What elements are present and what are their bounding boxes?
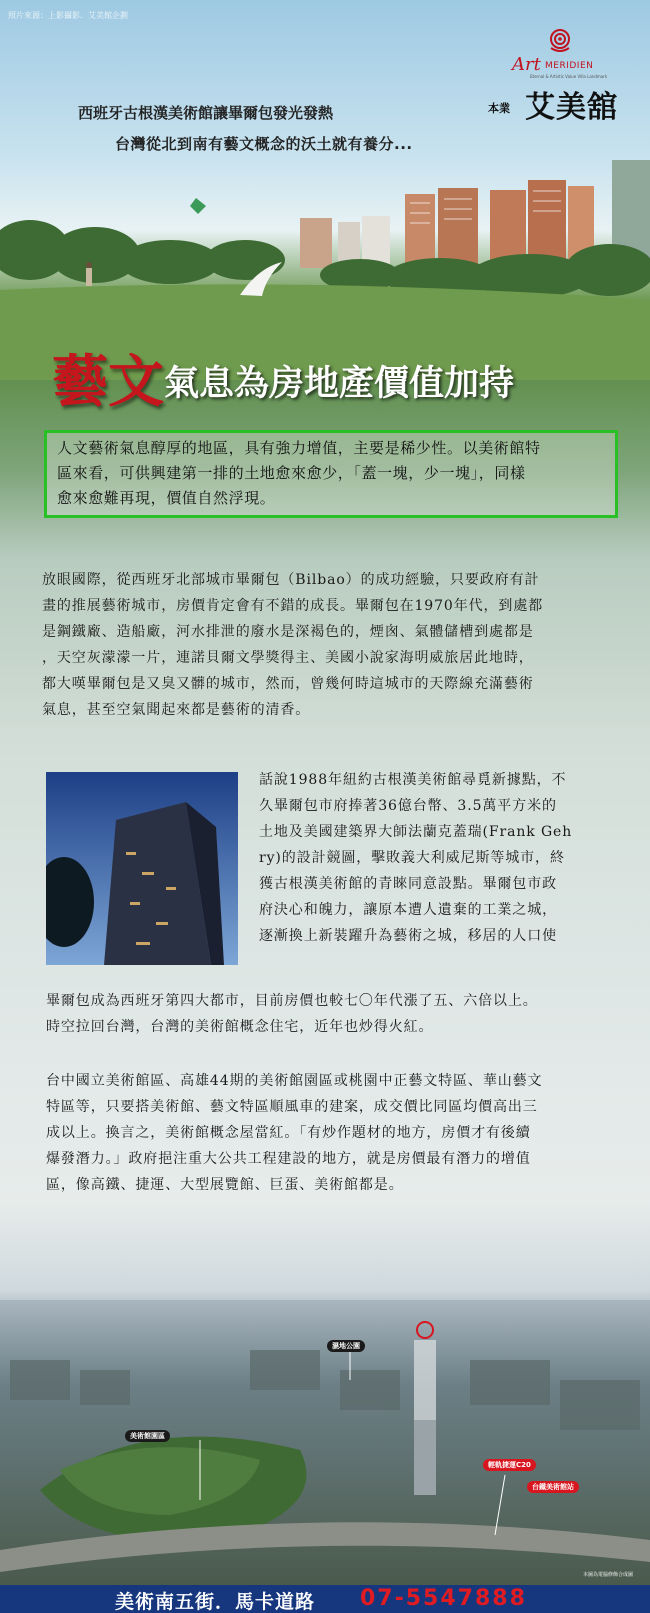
paragraph-line: 土地及美國建築界大師法蘭克蓋瑞(Frank Geh <box>259 824 573 840</box>
aerial-city-photo <box>0 1300 650 1585</box>
logo-brand-name: 艾美舘 <box>525 90 618 125</box>
logo-art-text: Art <box>512 54 541 75</box>
paragraph-line: 放眼國際，從西班牙北部城市畢爾包（Bilbao）的成功經驗，只要政府有計 <box>42 572 540 588</box>
logo-tagline: Eternal & Artistic Value Villa Landmark <box>530 74 608 79</box>
paragraph-line: 是鋼鐵廠、造船廠，河水排泄的廢水是深褐色的，煙囪、氣體儲槽到處都是 <box>42 624 534 640</box>
headline-line-1: 西班牙古根漢美術館讓畢爾包發光發熱 <box>78 104 334 122</box>
paragraph-line: 台中國立美術館區、高雄44期的美術館園區或桃園中正藝文特區、華山藝文 <box>46 1073 543 1089</box>
paragraph-line: 氣息，甚至空氣聞起來都是藝術的清香。 <box>42 702 311 718</box>
paragraph-museum-districts <box>46 1068 621 1198</box>
section-title <box>52 338 514 418</box>
paragraph-line: 獲古根漢美術館的青睞同意設點。畢爾包市政 <box>259 876 557 892</box>
paragraph-line: 特區等，只要搭美術館、藝文特區順風車的建案，成交價比同區均價高出三 <box>46 1099 538 1115</box>
title-highlight: 藝文 <box>52 349 164 415</box>
paragraph-line: 久畢爾包市府捧著36億台幣、3.5萬平方米的 <box>259 798 557 814</box>
paragraph-line: 府決心和魄力，讓原本遭人遺棄的工業之城， <box>259 902 557 918</box>
paragraph-line: 區，像高鐵、捷運、大型展覽館、巨蛋、美術館都是。 <box>46 1177 404 1193</box>
image-disclaimer: 本圖為電腦修飾合成圖 <box>583 1572 634 1578</box>
logo-developer: 本業 <box>488 102 510 115</box>
paragraph-guggenheim <box>259 767 624 949</box>
map-label-wetland-park: 濕地公園 <box>327 1340 365 1352</box>
footer-bar <box>0 1585 650 1613</box>
paragraph-taiwan <box>46 988 621 1040</box>
map-label-rail-station: 台鐵美術館站 <box>527 1481 579 1493</box>
callout-line-2: 區來看，可供興建第一排的土地愈來愈少，「蓋一塊，少一塊」，同樣 <box>57 464 526 482</box>
paragraph-line: 畫的推展藝術城市，房價肯定會有不錯的成長。畢爾包在1970年代，到處都 <box>42 598 544 614</box>
headline-line-2: 台灣從北到南有藝文概念的沃土就有養分... <box>115 135 413 153</box>
paragraph-line: 時空拉回台灣，台灣的美術館概念住宅，近年也炒得火紅。 <box>46 1019 434 1035</box>
photo-credit: 照片來源：上影攝影．艾美館企劃 <box>8 11 128 20</box>
paragraph-line: ，天空灰濛濛一片，連諾貝爾文學獎得主、美國小說家海明威旅居此地時， <box>42 650 534 666</box>
paragraph-line: ry)的設計競圖，擊敗義大利威尼斯等城市，終 <box>259 850 565 866</box>
footer-address: 美術南五街．馬卡道路 <box>115 1591 316 1613</box>
callout-line-1: 人文藝術氣息醇厚的地區，具有強力增值，主要是稀少性。以美術館特 <box>57 439 541 457</box>
paragraph-line: 畢爾包成為西班牙第四大都市，目前房價也較七〇年代漲了五、六倍以上。 <box>46 993 538 1009</box>
callout-line-3: 愈來愈難再現，價值自然浮現。 <box>57 489 276 507</box>
map-label-museum-park: 美術館園區 <box>125 1430 170 1442</box>
logo-meridien-text: MERIDIEN <box>545 61 594 71</box>
title-rest: 氣息為房地產價值加持 <box>164 364 515 404</box>
footer-phone[interactable]: 07-5547888 <box>360 1586 527 1611</box>
brand-logo <box>488 28 635 125</box>
paragraph-line: 爆發潛力。」政府挹注重大公共工程建設的地方，就是房價最有潛力的增值 <box>46 1151 531 1167</box>
paragraph-bilbao-intro <box>42 567 617 723</box>
paragraph-line: 成以上。換言之，美術館概念屋當紅。「有炒作題材的地方，房價才有後續 <box>46 1125 531 1141</box>
paragraph-line: 話說1988年紐約古根漢美術館尋覓新據點，不 <box>259 772 567 788</box>
paragraph-line: 逐漸換上新裝躍升為藝術之城，移居的人口使 <box>259 928 557 944</box>
callout-box <box>44 430 618 518</box>
paragraph-line: 都大嘆畢爾包是又臭又髒的城市，然而，曾幾何時這城市的天際線充滿藝術 <box>42 676 534 692</box>
tower-photo <box>46 772 238 965</box>
map-label-lrt-c20: 輕軌捷運C20 <box>483 1459 536 1471</box>
rose-emblem-icon <box>545 28 575 54</box>
